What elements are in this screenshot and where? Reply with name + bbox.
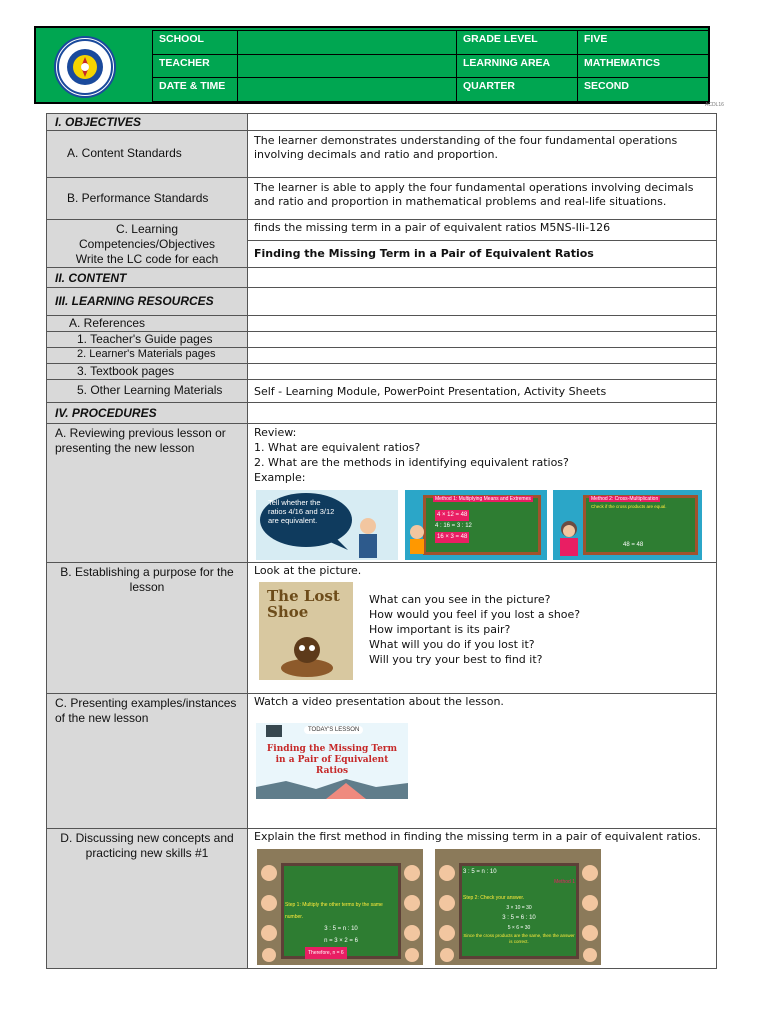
- establishing-purpose-cell: [248, 563, 717, 694]
- look-picture-text: Look at the picture.: [254, 564, 362, 577]
- review-line: Review:: [254, 426, 297, 439]
- date-time-value: [238, 78, 457, 102]
- review-line: 2. What are the methods in identifying equivalent ratios?: [254, 456, 569, 469]
- learning-resources-heading: III. LEARNING RESOURCES: [47, 288, 248, 316]
- teachers-guide-label: 1. Teacher's Guide pages: [47, 332, 248, 348]
- watch-video-text: Watch a video presentation about the lesson.: [254, 695, 504, 708]
- establishing-purpose-label: B. Establishing a purpose for the lesson: [47, 563, 248, 694]
- slide-lines: [463, 867, 575, 945]
- method-subtitle: Check if the cross products are equal.: [591, 504, 667, 509]
- other-materials-cell-text: [248, 380, 717, 403]
- todays-lesson-tag: TODAY'S LESSON: [304, 726, 363, 734]
- question-line: How would you feel if you lost a shoe?: [369, 608, 581, 621]
- review-line: Example:: [254, 471, 306, 484]
- date-time-label: DATE & TIME: [153, 78, 238, 102]
- empty-cell: [248, 332, 717, 348]
- question-line: How important is its pair?: [369, 623, 511, 636]
- references-label: A. References: [47, 316, 248, 332]
- presenting-examples-label: C. Presenting examples/instances of the new lesson: [47, 694, 248, 829]
- todays-lesson-image: [256, 723, 408, 799]
- teacher-label: TEACHER: [153, 54, 238, 78]
- example-image-speech: [256, 490, 398, 560]
- review-line: 1. What are equivalent ratios?: [254, 441, 421, 454]
- school-label: SCHOOL: [153, 31, 238, 55]
- other-materials-label: 5. Other Learning Materials: [47, 380, 248, 403]
- content-standards-label: A. Content Standards: [67, 146, 182, 160]
- other-materials-text: Self - Learning Module, PowerPoint Presentation, Activity Sheets: [254, 385, 607, 398]
- competencies-cell-text: [248, 220, 717, 268]
- learning-area-label: LEARNING AREA: [457, 54, 578, 78]
- grade-level-label: GRADE LEVEL: [457, 31, 578, 55]
- method-line: 4 × 12 = 48: [435, 510, 469, 521]
- example-image-method2: [553, 490, 702, 560]
- lc-code-text: finds the missing term in a pair of equivalent ratios M5NS-IIi-126: [248, 220, 716, 241]
- book-title: The Lost Shoe: [267, 587, 340, 621]
- school-value: [238, 31, 457, 55]
- performance-standards-cell-text: [248, 178, 717, 220]
- empty-cell: [248, 348, 717, 364]
- slide-line: 3 : 5 = n : 10: [463, 869, 497, 875]
- learning-area-value: MATHEMATICS: [578, 54, 710, 78]
- content-heading: II. CONTENT: [47, 268, 248, 288]
- quarter-label: QUARTER: [457, 78, 578, 102]
- performance-standards-label: B. Performance Standards: [67, 191, 209, 205]
- reviewing-cell: [248, 424, 717, 563]
- empty-cell: [248, 114, 717, 131]
- method-line: 4 : 16 = 3 : 12: [435, 523, 472, 529]
- slide-line: n = 3 × 2 = 6: [324, 938, 358, 944]
- speech-text: Tell whether the ratios 4/16 and 3/12 are equivalent.: [268, 498, 335, 525]
- purpose-questions: [363, 589, 586, 670]
- form-code: ACDL16: [705, 102, 724, 108]
- review-lines: [248, 424, 716, 488]
- slide-line: 3 : 5 = n : 10: [324, 926, 358, 932]
- discussing-concepts-cell: [248, 829, 717, 969]
- deped-seal-logo: [54, 36, 116, 98]
- method-title: Method 1: Multiplying Means and Extremes: [435, 496, 531, 502]
- slide-line: Step 2: Check your answer.: [463, 895, 525, 901]
- method-line: 16 × 3 = 48: [435, 532, 469, 543]
- grade-level-value: FIVE: [578, 31, 710, 55]
- learners-materials-label: 2. Learner's Materials pages: [47, 348, 248, 364]
- empty-cell: [248, 316, 717, 332]
- performance-standards-text: The learner is able to apply the four fundamental operations involving decimals and ratio and proportion in mathematical problems and real-life situations.: [254, 181, 694, 208]
- todays-lesson-title: Finding the Missing Term in a Pair of Equivalent Ratios: [266, 744, 398, 776]
- school-header-banner: [34, 26, 710, 104]
- example-image-method1: [405, 490, 547, 560]
- content-standards-cell: [47, 131, 248, 178]
- explain-method-text: Explain the first method in finding the missing term in a pair of equivalent ratios.: [254, 830, 701, 843]
- empty-cell: [248, 364, 717, 380]
- slide-line: Therefore, n = 6: [305, 947, 347, 959]
- teacher-value: [238, 54, 457, 78]
- competencies-cell: [47, 220, 248, 268]
- slide-line: 3 : 5 = 6 : 10: [502, 915, 536, 921]
- slide-line: Step 1: Multiply the other terms by the same number.: [285, 902, 383, 920]
- empty-cell: [248, 268, 717, 288]
- content-standards-cell-text: [248, 131, 717, 178]
- competencies-label: C. Learning Competencies/Objectives Write the LC code for each: [75, 222, 219, 266]
- slide-lines: [285, 899, 397, 959]
- header-info-grid: [152, 30, 710, 102]
- slide-line: 3 × 10 = 30: [506, 905, 532, 911]
- reviewing-label: A. Reviewing previous lesson or presenting the new lesson: [47, 424, 248, 563]
- check-answer-slide-image: [435, 849, 601, 965]
- textbook-label: 3. Textbook pages: [47, 364, 248, 380]
- slide-line: 5 × 6 = 30: [507, 925, 531, 931]
- procedures-heading: IV. PROCEDURES: [47, 403, 248, 424]
- method-title: Method 2: Cross-Multiplication: [591, 496, 659, 502]
- lost-shoe-book-cover: [259, 582, 353, 680]
- book-icon: [266, 725, 282, 737]
- presenting-examples-cell: [248, 694, 717, 829]
- quarter-value: SECOND: [578, 78, 710, 102]
- objectives-heading: I. OBJECTIVES: [47, 114, 248, 131]
- slide-line: Since the cross products are the same, then the answer is correct.: [463, 933, 575, 944]
- lesson-title-text: Finding the Missing Term in a Pair of Equivalent Ratios: [254, 247, 594, 260]
- method-one-slide-image: [257, 849, 423, 965]
- question-line: What will you do if you lost it?: [369, 638, 535, 651]
- question-line: What can you see in the picture?: [369, 593, 551, 606]
- content-standards-text: The learner demonstrates understanding of the four fundamental operations involving decimals and ratio and proportion.: [254, 134, 678, 161]
- empty-cell: [248, 288, 717, 316]
- discussing-concepts-label: D. Discussing new concepts and practicing new skills #1: [47, 829, 248, 969]
- method-lines: [435, 510, 472, 543]
- method-equation: 48 = 48: [623, 542, 644, 548]
- question-line: Will you try your best to find it?: [369, 653, 543, 666]
- empty-cell: [248, 403, 717, 424]
- slide-line: Method 1: [554, 879, 575, 885]
- performance-standards-cell: [47, 178, 248, 220]
- lesson-plan-table: [46, 113, 717, 969]
